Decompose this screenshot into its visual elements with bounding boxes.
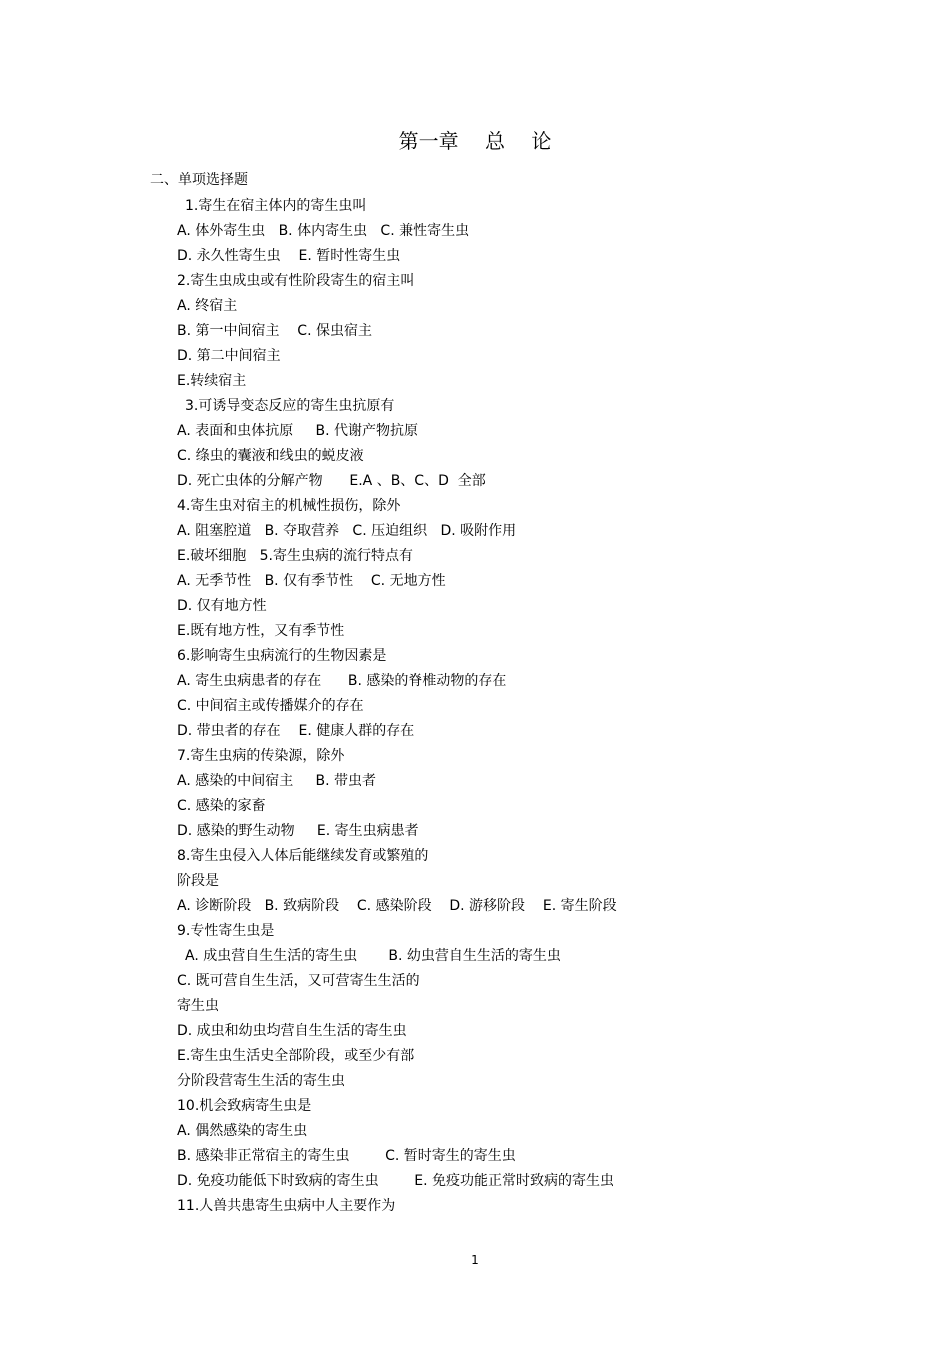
section-heading: 二、单项选择题 xyxy=(150,172,248,188)
question-3-option-c: C. 绦虫的囊液和线虫的蜕皮液 xyxy=(177,448,364,464)
question-1-options-a-c: A. 体外寄生虫 B. 体内寄生虫 C. 兼性寄生虫 xyxy=(177,223,470,239)
question-5-option-e: E.既有地方性，又有季节性 xyxy=(177,623,345,639)
question-9-options-a-b: A. 成虫营自生生活的寄生虫 B. 幼虫营自生生活的寄生虫 xyxy=(185,948,561,964)
question-10-options-d-e: D. 免疫功能低下时致病的寄生虫 E. 免疫功能正常时致病的寄生虫 xyxy=(177,1173,615,1189)
question-4: 4.寄生虫对宿主的机械性损伤，除外 xyxy=(177,498,401,514)
question-9-option-d: D. 成虫和幼虫均营自生生活的寄生虫 xyxy=(177,1023,407,1039)
question-10-option-a: A. 偶然感染的寄生虫 xyxy=(177,1123,308,1139)
question-2-options-b-c: B. 第一中间宿主 C. 保虫宿主 xyxy=(177,323,372,339)
question-8-options-a-e: A. 诊断阶段 B. 致病阶段 C. 感染阶段 D. 游移阶段 E. 寄生阶段 xyxy=(177,898,617,914)
question-7: 7.寄生虫病的传染源，除外 xyxy=(177,748,345,764)
question-2: 2.寄生虫成虫或有性阶段寄生的宿主叫 xyxy=(177,273,415,289)
question-5-option-d: D. 仅有地方性 xyxy=(177,598,267,614)
question-3: 3.可诱导变态反应的寄生虫抗原有 xyxy=(185,398,395,414)
question-3-options-d-e: D. 死亡虫体的分解产物 E.A 、B、C、D 全部 xyxy=(177,473,486,489)
question-4-option-e-and-question-5: E.破坏细胞 5.寄生虫病的流行特点有 xyxy=(177,548,414,564)
question-5-options-a-c: A. 无季节性 B. 仅有季节性 C. 无地方性 xyxy=(177,573,446,589)
question-9-option-c: C. 既可营自生生活，又可营寄生生活的 xyxy=(177,973,420,989)
question-7-options-a-b: A. 感染的中间宿主 B. 带虫者 xyxy=(177,773,376,789)
question-10-options-b-c: B. 感染非正常宿主的寄生虫 C. 暂时寄生的寄生虫 xyxy=(177,1148,516,1164)
question-8: 8.寄生虫侵入人体后能继续发育或繁殖的 xyxy=(177,848,429,864)
question-2-option-e: E.转续宿主 xyxy=(177,373,247,389)
question-9-option-c-continued: 寄生虫 xyxy=(177,998,219,1014)
question-9-option-e-continued: 分阶段营寄生生活的寄生虫 xyxy=(177,1073,345,1089)
question-10: 10.机会致病寄生虫是 xyxy=(177,1098,312,1114)
question-6-options-d-e: D. 带虫者的存在 E. 健康人群的存在 xyxy=(177,723,415,739)
question-3-options-a-b: A. 表面和虫体抗原 B. 代谢产物抗原 xyxy=(177,423,418,439)
question-9: 9.专性寄生虫是 xyxy=(177,923,275,939)
question-6-options-a-b: A. 寄生虫病患者的存在 B. 感染的脊椎动物的存在 xyxy=(177,673,507,689)
chapter-title: 第一章 总 论 xyxy=(398,129,552,153)
page-number: 1 xyxy=(471,1253,479,1267)
question-9-option-e: E.寄生虫生活史全部阶段，或至少有部 xyxy=(177,1048,415,1064)
question-6: 6.影响寄生虫病流行的生物因素是 xyxy=(177,648,387,664)
question-11: 11.人兽共患寄生虫病中人主要作为 xyxy=(177,1198,396,1214)
question-6-option-c: C. 中间宿主或传播媒介的存在 xyxy=(177,698,364,714)
question-7-options-d-e: D. 感染的野生动物 E. 寄生虫病患者 xyxy=(177,823,419,839)
question-4-options-a-d: A. 阻塞腔道 B. 夺取营养 C. 压迫组织 D. 吸附作用 xyxy=(177,523,517,539)
question-1: 1.寄生在宿主体内的寄生虫叫 xyxy=(185,198,367,214)
question-1-options-d-e: D. 永久性寄生虫 E. 暂时性寄生虫 xyxy=(177,248,401,264)
question-2-option-d: D. 第二中间宿主 xyxy=(177,348,281,364)
question-7-option-c: C. 感染的家畜 xyxy=(177,798,266,814)
question-8-continued: 阶段是 xyxy=(177,873,219,889)
question-2-option-a: A. 终宿主 xyxy=(177,298,238,314)
